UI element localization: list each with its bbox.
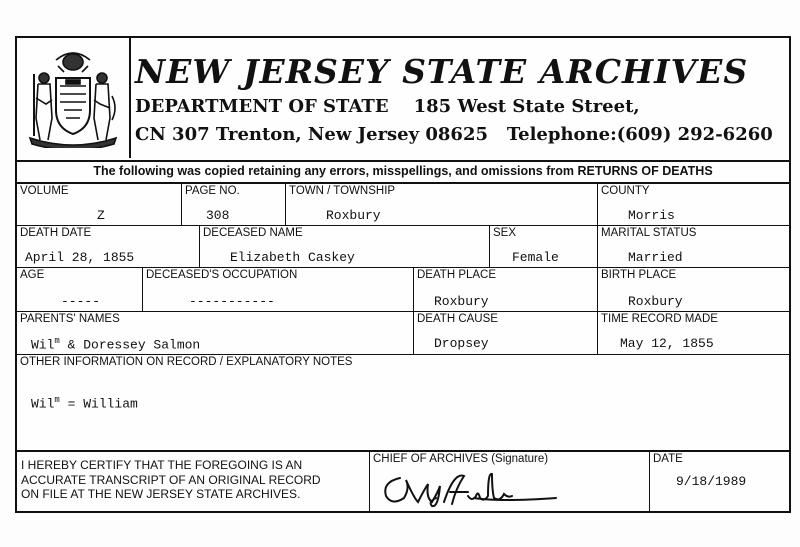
department-name: DEPARTMENT OF STATE [135, 96, 389, 117]
notes-value-sup: m [54, 395, 60, 405]
county-label: COUNTY [601, 185, 650, 197]
town-label: TOWN / TOWNSHIP [289, 185, 396, 197]
parents-field [17, 312, 414, 355]
marital-status-field [598, 226, 789, 268]
death-cause-field [414, 312, 598, 355]
notes-field [17, 355, 789, 452]
death-date-label: DEATH DATE [20, 227, 92, 239]
page-no-field [182, 184, 286, 226]
street-address: 185 West State Street, [413, 96, 640, 117]
town-field [286, 184, 598, 226]
city-address: CN 307 Trenton, New Jersey 08625 [135, 124, 488, 145]
town-value: Roxbury [326, 208, 381, 223]
death-date-value: April 28, 1855 [25, 250, 135, 265]
age-field [17, 268, 143, 312]
signature-field [370, 452, 650, 511]
time-record-label: TIME RECORD MADE [601, 313, 718, 325]
date-field [650, 452, 789, 511]
time-record-field [598, 312, 789, 355]
sex-label: SEX [493, 227, 517, 239]
age-label: AGE [20, 269, 45, 281]
birth-place-field [598, 268, 789, 312]
certification-line-1: I HEREBY CERTIFY THAT THE FOREGOING IS AN [21, 458, 303, 472]
page-no-value: 308 [206, 208, 230, 223]
archives-title: NEW JERSEY STATE ARCHIVES [135, 52, 749, 91]
notes-value-abbrev: Wil [31, 396, 55, 412]
death-place-value: Roxbury [434, 294, 489, 309]
volume-field [17, 184, 182, 226]
county-field [598, 184, 789, 226]
sex-field [490, 226, 598, 268]
age-value: ----- [61, 294, 101, 309]
certification-line-2: ACCURATE TRANSCRIPT OF AN ORIGINAL RECORD [21, 472, 321, 487]
date-label: DATE [653, 453, 683, 465]
occupation-value: ----------- [189, 294, 275, 309]
address-line-2 [135, 124, 773, 145]
parents-label: PARENTS' NAMES [20, 313, 120, 325]
parents-value-sup: m [54, 336, 60, 346]
death-place-field [414, 268, 598, 312]
certification-block [17, 452, 370, 511]
death-place-label: DEATH PLACE [417, 269, 497, 281]
date-value: 9/18/1989 [676, 474, 747, 489]
parents-value [31, 336, 200, 352]
certification-line-3: ON FILE AT THE NEW JERSEY STATE ARCHIVES. [21, 487, 301, 501]
deceased-name-field [200, 226, 490, 268]
deceased-name-label: DECEASED NAME [203, 227, 303, 239]
notes-label: OTHER INFORMATION ON RECORD / EXPLANATORY NOTES [20, 356, 353, 368]
form-header [17, 38, 789, 162]
volume-value: Z [97, 208, 105, 223]
county-value: Morris [628, 208, 675, 223]
occupation-label: DECEASED'S OCCUPATION [146, 269, 298, 281]
parents-value-rest: & Doressey Salmon [59, 337, 201, 353]
notes-value-rest: = William [59, 396, 138, 412]
marital-status-value: Married [628, 250, 683, 265]
signature-label: CHIEF OF ARCHIVES (Signature) [373, 453, 549, 465]
nj-state-seal-icon [26, 48, 120, 148]
page-no-label: PAGE NO. [185, 185, 240, 197]
birth-place-label: BIRTH PLACE [601, 269, 677, 281]
volume-label: VOLUME [20, 185, 69, 197]
death-cause-label: DEATH CAUSE [417, 313, 498, 325]
birth-place-value: Roxbury [628, 294, 683, 309]
copy-notice: The following was copied retaining any errors, misspellings, and omissions from RETURNS OF DEATHS [17, 160, 789, 184]
death-record-form [15, 36, 791, 513]
deceased-name-value: Elizabeth Caskey [230, 250, 355, 265]
parents-value-abbrev: Wil [31, 337, 55, 353]
seal-box [17, 38, 131, 158]
phone-number: Telephone:(609) 292-6260 [506, 124, 773, 145]
certification-text [21, 458, 321, 502]
occupation-field [143, 268, 414, 312]
death-date-field [17, 226, 200, 268]
death-cause-value: Dropsey [434, 336, 489, 351]
notes-value [31, 395, 138, 411]
marital-status-label: MARITAL STATUS [601, 227, 697, 239]
sex-value: Female [512, 250, 559, 265]
address-line-1 [135, 96, 640, 117]
handwritten-signature [380, 468, 560, 508]
time-record-value: May 12, 1855 [620, 336, 714, 351]
